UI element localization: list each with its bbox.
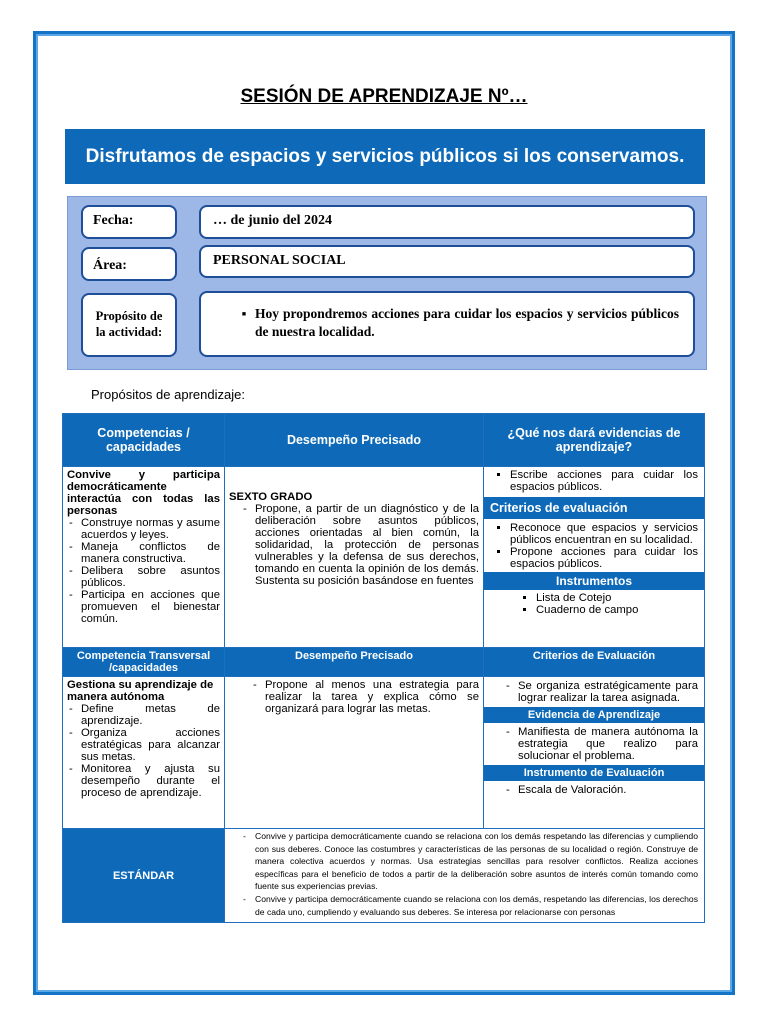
desempeno-cell-2 bbox=[225, 677, 484, 829]
proposito-value: Hoy propondremos acciones para cuidar los espacios y servicios públicos de nuestra localidad. bbox=[255, 306, 679, 339]
header-criterios-2: Criterios de Evaluación bbox=[484, 648, 705, 677]
capacidades-list-2 bbox=[67, 703, 220, 799]
evidencias-cell bbox=[484, 467, 705, 648]
header-desempeno-2: Desempeño Precisado bbox=[225, 648, 484, 677]
competencia-transversal-title: Gestiona su aprendizaje de manera autónoma bbox=[67, 679, 214, 703]
list-item: - Convive y participa democráticamente cuando se relaciona con los demás, respetando las diferencias, los derechos de cada uno, cumpliendo y evaluando sus deberes. Se interesa por relacionarse con personas bbox=[255, 893, 698, 918]
header-desempeno: Desempeño Precisado bbox=[225, 414, 484, 467]
list-item: - Participa en acciones que promueven el bienestar común. bbox=[81, 589, 220, 625]
bullet-icon: ▪ bbox=[241, 306, 247, 321]
list-item: - Maneja conflictos de manera constructiva. bbox=[81, 541, 220, 565]
desempeno-cell bbox=[225, 467, 484, 648]
list-item: - Monitorea y ajusta su desempeño durante el proceso de aprendizaje. bbox=[81, 763, 220, 799]
list-item: - Escala de Valoración. bbox=[518, 784, 698, 796]
instrumento-title-2: Instrumento de Evaluación bbox=[484, 765, 704, 781]
proposito-item bbox=[233, 305, 679, 341]
desempeno-list bbox=[229, 503, 479, 587]
list-item: - Define metas de aprendizaje. bbox=[81, 703, 220, 727]
desempeno-list-2 bbox=[229, 679, 479, 715]
fecha-value: … de junio del 2024 bbox=[199, 205, 695, 239]
list-item: - Se organiza estratégicamente para lograr realizar la tarea asignada. bbox=[518, 680, 698, 704]
evidencia-list-2 bbox=[484, 723, 704, 765]
info-box bbox=[67, 196, 707, 370]
criterios-title: Criterios de evaluación bbox=[484, 497, 704, 519]
instrumentos-list bbox=[484, 590, 704, 616]
list-item: - Propone, a partir de un diagnóstico y de la deliberación sobre asuntos públicos, acciones orientadas al bien común, la solidaridad, la protección de personas vulnerables y la defensa de sus derechos, tomando en cuenta la opinión de los demás. Sustenta su posición basándose en fuentes bbox=[255, 503, 479, 587]
criterios-list bbox=[484, 519, 704, 572]
header-competencias: Competencias / capacidades bbox=[63, 414, 225, 467]
capacidades-list bbox=[67, 517, 220, 625]
list-item: - Manifiesta de manera autónoma la estrategia que realizo para solucionar el problema. bbox=[518, 726, 698, 762]
evidencia-title-2: Evidencia de Aprendizaje bbox=[484, 707, 704, 723]
fecha-label: Fecha: bbox=[81, 205, 177, 239]
competencia-title: Convive y participa democráticamente interactúa con todas las personas bbox=[67, 469, 220, 517]
area-label: Área: bbox=[81, 247, 177, 281]
session-banner: Disfrutamos de espacios y servicios públicos si los conservamos. bbox=[65, 129, 705, 184]
criterio-list bbox=[484, 677, 704, 707]
proposito-label: Propósito de la actividad: bbox=[81, 293, 177, 357]
list-item: - Propone al menos una estrategia para realizar la tarea y explica cómo se organizará para lograr las metas. bbox=[265, 679, 479, 715]
list-item: ▪ Cuaderno de campo bbox=[536, 604, 698, 616]
area-value: PERSONAL SOCIAL bbox=[199, 245, 695, 278]
estandar-list bbox=[231, 830, 698, 918]
learning-table bbox=[62, 413, 705, 923]
grado-label: SEXTO GRADO bbox=[229, 491, 313, 503]
estandar-text bbox=[231, 830, 698, 922]
proposito-value-box bbox=[199, 291, 695, 357]
list-item: ▪ Reconoce que espacios y servicios públicos encuentran en su localidad. bbox=[510, 522, 698, 546]
competencia-cell bbox=[63, 467, 225, 648]
competencia-transversal-cell bbox=[63, 677, 225, 829]
list-item: ▪ Propone acciones para cuidar los espacios públicos. bbox=[510, 546, 698, 570]
page-title: SESIÓN DE APRENDIZAJE Nº… bbox=[240, 86, 528, 107]
list-item: - Organiza acciones estratégicas para alcanzar sus metas. bbox=[81, 727, 220, 763]
list-item: ▪ Lista de Cotejo bbox=[536, 592, 698, 604]
criterios-cell-2 bbox=[484, 677, 705, 829]
instrumentos-title: Instrumentos bbox=[484, 572, 704, 590]
list-item: - Delibera sobre asuntos públicos. bbox=[81, 565, 220, 589]
propositos-heading: Propósitos de aprendizaje: bbox=[91, 387, 245, 402]
header-evidencias: ¿Qué nos dará evidencias de aprendizaje? bbox=[484, 414, 705, 467]
list-item: ▪ Escribe acciones para cuidar los espacios públicos. bbox=[510, 469, 698, 493]
evidencia-list bbox=[484, 467, 704, 497]
estandar-label: ESTÁNDAR bbox=[63, 829, 225, 923]
header-competencia-transversal: Competencia Transversal /capacidades bbox=[63, 648, 225, 677]
instrumento-list-2 bbox=[484, 781, 704, 799]
estandar-cell bbox=[225, 829, 705, 923]
list-item: - Convive y participa democráticamente cuando se relaciona con los demás respetando las diferencias y cumpliendo con sus deberes. Conoce las costumbres y características de las personas de su localidad o región. Construye de manera colectiva acuerdos y normas. Usa estrategias sencillas para resolver conflictos. Realiza acciones específicas para el beneficio de todos a partir de la deliberación sobre asuntos de interés común tomando como fuente sus experiencias previas. bbox=[255, 830, 698, 893]
list-item: - Construye normas y asume acuerdos y leyes. bbox=[81, 517, 220, 541]
